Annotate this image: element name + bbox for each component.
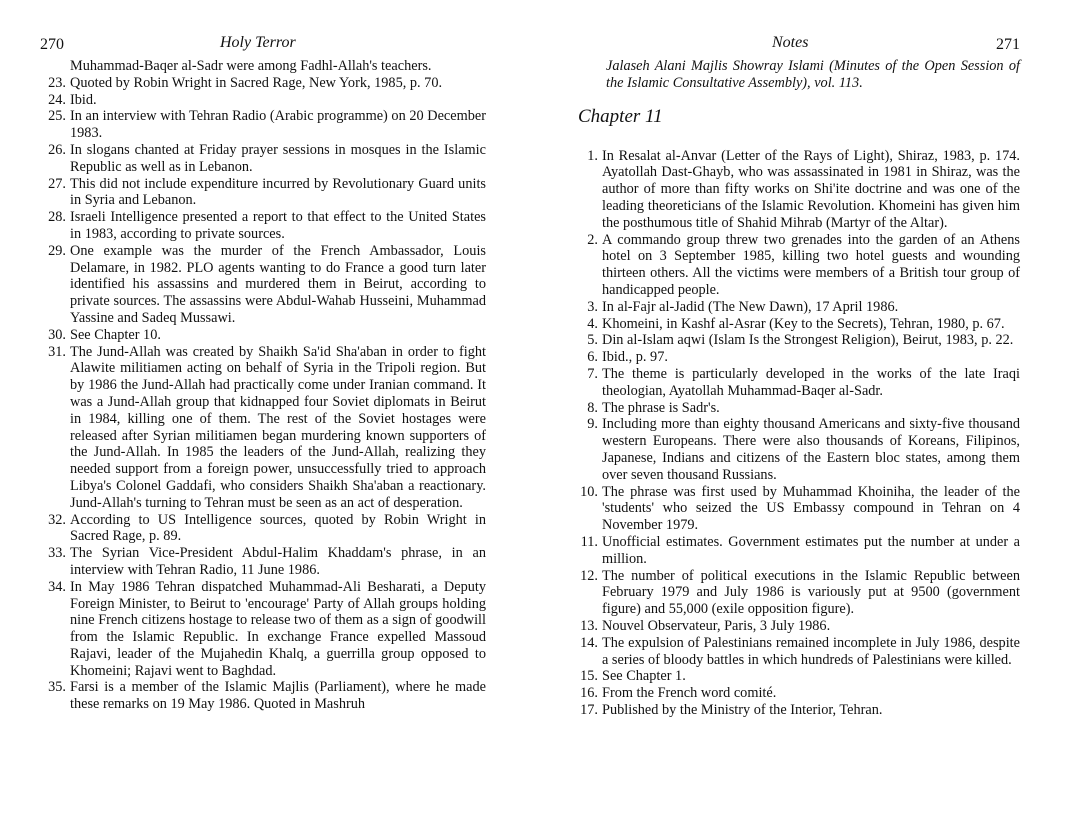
endnote-number: 3. bbox=[587, 298, 598, 315]
endnote bbox=[40, 344, 486, 512]
endnote bbox=[40, 579, 486, 680]
running-title: Notes bbox=[772, 34, 809, 51]
endnote-number: 23. bbox=[48, 74, 66, 91]
endnote-number: 15. bbox=[580, 668, 598, 685]
endnote bbox=[576, 534, 1020, 568]
endnote-number: 14. bbox=[580, 634, 598, 651]
endnote-number: 26. bbox=[48, 141, 66, 158]
endnote-text: Khomeini, in Kashf al-Asrar (Key to the Secrets), Tehran, 1980, p. 67. bbox=[602, 315, 1005, 332]
endnote-number: 13. bbox=[580, 617, 598, 634]
note-continuation: Jalaseh Alani Majlis Showray Islami (Minutes of the Open Session of the Islamic Consultative Assembly), vol. 113. bbox=[606, 58, 1020, 91]
endnote bbox=[40, 545, 486, 579]
endnote-number: 6. bbox=[587, 349, 598, 366]
endnote bbox=[576, 349, 1020, 366]
endnote-text: Published by the Ministry of the Interior, Tehran. bbox=[602, 701, 883, 718]
endnote-number: 16. bbox=[580, 685, 598, 702]
endnote-number: 33. bbox=[48, 545, 66, 562]
endnote-text: The Syrian Vice-President Abdul-Halim Khaddam's phrase, in an interview with Tehran Radio, 11 June 1986. bbox=[70, 545, 486, 578]
endnote bbox=[40, 108, 486, 142]
endnote-text: In al-Fajr al-Jadid (The New Dawn), 17 April 1986. bbox=[602, 298, 899, 315]
endnote-number: 31. bbox=[48, 343, 66, 360]
endnote-number: 1. bbox=[587, 147, 598, 164]
endnote bbox=[576, 316, 1020, 333]
endnote-number: 32. bbox=[48, 511, 66, 528]
endnote bbox=[576, 702, 1020, 719]
endnote-text: In May 1986 Tehran dispatched Muhammad-Ali Besharati, a Deputy Foreign Minister, to Beirut to 'encourage' Party of Allah groups holding nine French citizens hostage to release two of them as a sign of goodwill from the Islamic Republic. In exchange France expelled Massoud Rajavi, leader of the Mujahedin Khalq, a guerrilla group opposed to Khomeini; Rajavi went to Baghdad. bbox=[70, 578, 486, 679]
endnote-number: 7. bbox=[587, 365, 598, 382]
endnote-text: Din al-Islam aqwi (Islam Is the Strongest Religion), Beirut, 1983, p. 22. bbox=[602, 332, 1014, 349]
chapter-heading: Chapter 11 bbox=[578, 105, 663, 127]
endnote-number: 12. bbox=[580, 567, 598, 584]
endnote bbox=[576, 332, 1020, 349]
notes-list bbox=[40, 75, 486, 713]
endnote-text: See Chapter 1. bbox=[602, 668, 686, 685]
endnote-number: 10. bbox=[580, 483, 598, 500]
endnote-text: Farsi is a member of the Islamic Majlis (Parliament), where he made these remarks on 19 May 1986. Quoted in Mashruh bbox=[70, 679, 486, 713]
endnote-number: 5. bbox=[587, 332, 598, 349]
endnote-text: According to US Intelligence sources, quoted by Robin Wright in Sacred Rage, p. 89. bbox=[70, 511, 486, 545]
endnote bbox=[576, 685, 1020, 702]
left-page bbox=[40, 28, 486, 713]
endnote-number: 27. bbox=[48, 175, 66, 192]
page-number: 271 bbox=[996, 36, 1020, 53]
endnote-text: Ibid., p. 97. bbox=[602, 349, 668, 366]
endnote-text: In Resalat al-Anvar (Letter of the Rays of Light), Shiraz, 1983, p. 174. Ayatollah Dast-Ghayb, who was assassinated in 1981 in Shiraz, was the author of more than fifty works on Shi'ite doctrine and was one of the leading theoreticians of the Islamic Revolution. Khomeini has given him the posthumous title of Shahid Mihrab (Martyr of the Altar). bbox=[602, 147, 1020, 231]
endnote-number: 11. bbox=[580, 533, 598, 550]
endnote bbox=[40, 243, 486, 327]
endnote bbox=[576, 299, 1020, 316]
endnote-text: The expulsion of Palestinians remained incomplete in July 1986, despite a series of bloody battles in which hundreds of Palestinians were killed. bbox=[602, 634, 1020, 668]
running-title: Holy Terror bbox=[220, 34, 296, 51]
note-continuation: Muhammad-Baqer al-Sadr were among Fadhl-Allah's teachers. bbox=[70, 58, 432, 74]
left-running-head bbox=[40, 28, 486, 58]
endnote-number: 28. bbox=[48, 209, 66, 226]
endnote-text: A commando group threw two grenades into the garden of an Athens hotel on 3 September 1985, killing two hotel guests and wounding thirteen others. All the victims were members of a British tour group of handicapped people. bbox=[602, 231, 1020, 298]
endnote bbox=[40, 92, 486, 109]
endnote-text: One example was the murder of the French Ambassador, Louis Delamare, in 1982. PLO agents wanting to do France a good turn later identified his assassins and murdered them in Beirut, according to private sources. The assassins were Abdul-Wahab Husseini, Muhammad Yassine and Sadeq Mussawi. bbox=[70, 242, 486, 326]
endnote bbox=[576, 232, 1020, 299]
endnote-number: 29. bbox=[48, 242, 66, 259]
right-running-head bbox=[576, 28, 1020, 58]
endnote bbox=[576, 416, 1020, 483]
endnote-number: 30. bbox=[48, 326, 66, 343]
endnote-text: From the French word comité. bbox=[602, 685, 777, 702]
endnote-text: This did not include expenditure incurred by Revolutionary Guard units in Syria and Lebanon. bbox=[70, 175, 486, 209]
endnote-number: 8. bbox=[587, 399, 598, 416]
endnote-text: Nouvel Observateur, Paris, 3 July 1986. bbox=[602, 617, 831, 634]
endnote bbox=[576, 366, 1020, 400]
endnote-number: 2. bbox=[587, 231, 598, 248]
endnote-number: 35. bbox=[48, 679, 66, 696]
endnote bbox=[40, 142, 486, 176]
notes-list bbox=[576, 148, 1020, 719]
endnote-number: 17. bbox=[580, 701, 598, 718]
endnote-text: The number of political executions in the Islamic Republic between February 1979 and July 1986 is variously put at 9500 (government figure) and 55,000 (exile opposition figure). bbox=[602, 567, 1020, 618]
endnote-text: The phrase was first used by Muhammad Khoiniha, the leader of the 'students' who seized the US Embassy compound in Tehran on 4 November 1979. bbox=[602, 483, 1020, 534]
endnote bbox=[576, 668, 1020, 685]
endnote-number: 24. bbox=[48, 91, 66, 108]
endnote bbox=[40, 176, 486, 210]
endnote bbox=[576, 400, 1020, 417]
endnote bbox=[40, 75, 486, 92]
endnote-text: Ibid. bbox=[70, 91, 97, 108]
endnote-number: 9. bbox=[587, 416, 598, 433]
endnote-text: Quoted by Robin Wright in Sacred Rage, New York, 1985, p. 70. bbox=[70, 74, 443, 91]
endnote bbox=[576, 568, 1020, 618]
endnote bbox=[40, 209, 486, 243]
endnote bbox=[576, 635, 1020, 669]
endnote-text: In an interview with Tehran Radio (Arabic programme) on 20 December 1983. bbox=[70, 108, 486, 142]
endnote-text: See Chapter 10. bbox=[70, 326, 161, 343]
endnote bbox=[576, 618, 1020, 635]
endnote-text: The theme is particularly developed in the works of the late Iraqi theologian, Ayatollah Muhammad-Baqer al-Sadr. bbox=[602, 365, 1020, 399]
endnote bbox=[40, 512, 486, 546]
right-page bbox=[576, 28, 1020, 719]
endnote bbox=[576, 148, 1020, 232]
endnote-number: 25. bbox=[48, 108, 66, 125]
endnote-number: 34. bbox=[48, 578, 66, 595]
endnote-text: The Jund-Allah was created by Shaikh Sa'id Sha'aban in order to fight Alawite militiamen acting on behalf of Syria in the Tripoli region. But by 1986 the Jund-Allah had practically come under Iranian command. It was a Jund-Allah group that kidnapped four Soviet diplomats in Beirut in 1984, killing one of them. The rest of the Soviet hostages were released after Syrian militiamen began murdering known supporters of the Jund-Allah. In 1985 the leaders of the Jund-Allah, realizing they needed support from a foreign power, unsuccessfully tried to approach Libya's Colonel Gaddafi, who considers Shaikh Sha'aban a reactionary. Jund-Allah's turning to Tehran must be seen as an act of desperation. bbox=[70, 343, 486, 511]
endnote-number: 4. bbox=[587, 315, 598, 332]
endnote-text: Israeli Intelligence presented a report to that effect to the United States in 1983, according to private sources. bbox=[70, 209, 486, 242]
page-number: 270 bbox=[40, 36, 64, 53]
endnote-text: The phrase is Sadr's. bbox=[602, 399, 720, 416]
endnote-text: Including more than eighty thousand Americans and sixty-five thousand western Europeans. There were also thousands of Koreans, Filipinos, Japanese, Indians and citizens of the Eastern bloc states, among them over seven thousand Russians. bbox=[602, 416, 1020, 483]
endnote-text: Unofficial estimates. Government estimates put the number at under a million. bbox=[602, 533, 1020, 567]
endnote bbox=[576, 484, 1020, 534]
endnote bbox=[40, 327, 486, 344]
endnote bbox=[40, 679, 486, 713]
endnote-text: In slogans chanted at Friday prayer sessions in mosques in the Islamic Republic as well as in Lebanon. bbox=[70, 141, 486, 175]
